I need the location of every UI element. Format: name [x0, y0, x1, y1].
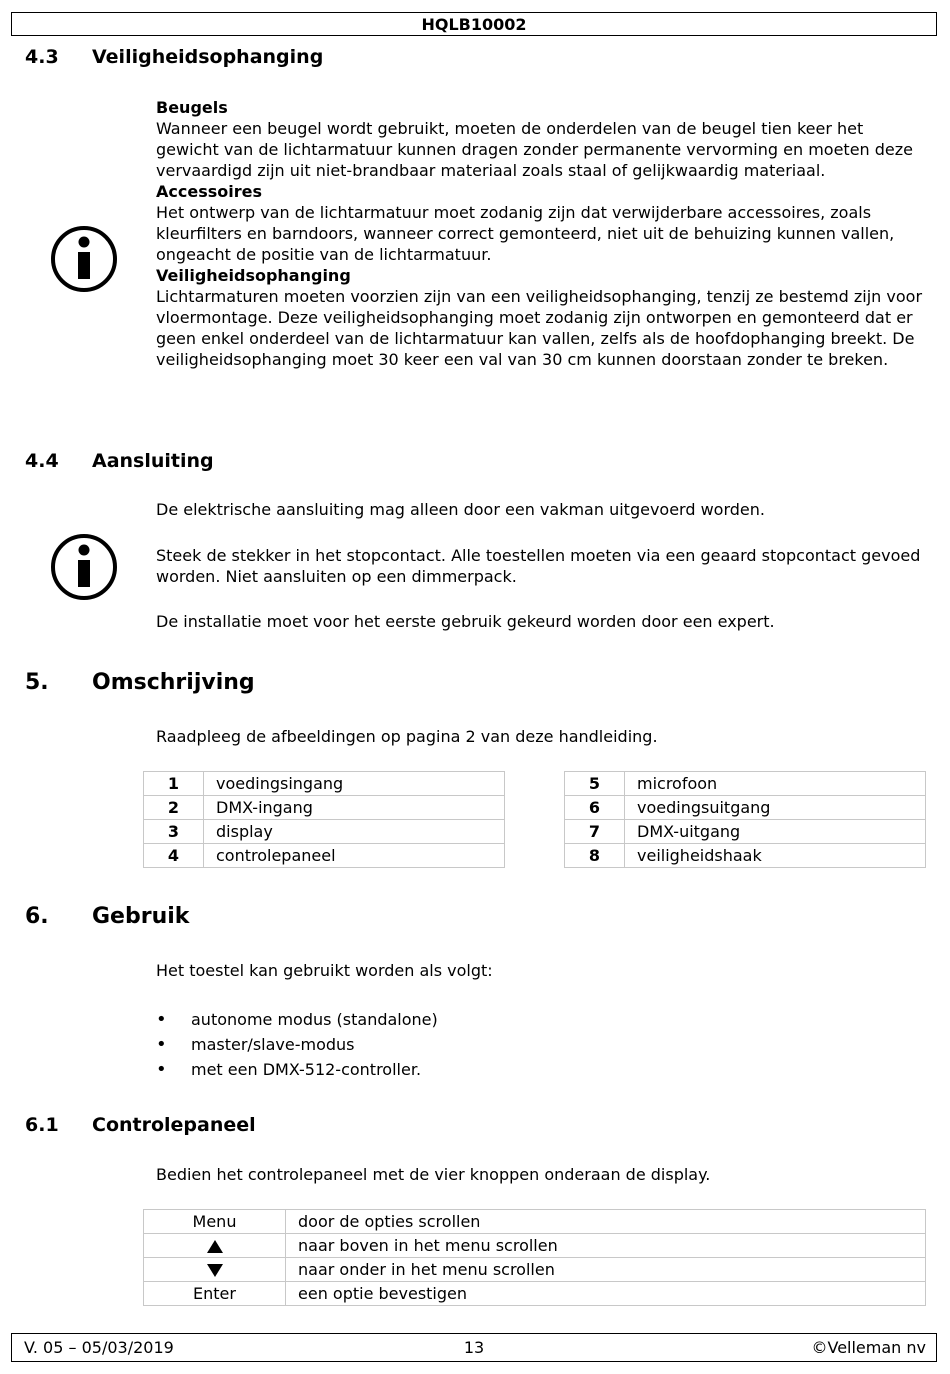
down-triangle-icon [207, 1264, 223, 1277]
version-date: V. 05 – 05/03/2019 [24, 1338, 174, 1357]
key-description: naar boven in het menu scrollen [286, 1234, 926, 1258]
bullet-icon: • [156, 1009, 167, 1030]
table-row [144, 796, 505, 820]
part-label: microfoon [625, 772, 926, 796]
list-item-text: autonome modus (standalone) [191, 1010, 438, 1029]
list-item [156, 1007, 438, 1032]
table-row [144, 820, 505, 844]
table-row [144, 1258, 926, 1282]
key-description: een optie bevestigen [286, 1282, 926, 1306]
key-description: naar onder in het menu scrollen [286, 1258, 926, 1282]
document-code: HQLB10002 [421, 15, 527, 34]
part-number: 1 [144, 772, 204, 796]
list-item-text: met een DMX-512-controller. [191, 1060, 422, 1079]
paragraph: Bedien het controlepaneel met de vier knoppen onderaan de display. [156, 1165, 711, 1184]
key-enter: Enter [144, 1282, 286, 1306]
page-number: 13 [463, 1338, 485, 1357]
paragraph: De installatie moet voor het eerste gebruik gekeurd worden door een expert. [156, 612, 775, 631]
paragraph: Lichtarmaturen moeten voorzien zijn van een veiligheidsophanging, tenzij ze bestemd zijn voor vloermontage. Deze veiligheidsophanging moet zodanig zijn ontworpen en gemonteerd dat er geen enkel onderdeel van de lichtarmatuur kan vallen, zelfs als de hoofdophanging breekt. De veiligheidsophanging moet 30 keer een val van 30 cm kunnen doorstaan zonder te breken. [156, 287, 923, 369]
section-number: 4.3 [25, 46, 59, 68]
bullet-icon: • [156, 1034, 167, 1055]
section-number: 4.4 [25, 450, 59, 472]
page-footer [11, 1333, 937, 1362]
section-title: Controlepaneel [92, 1114, 256, 1136]
subheading-accessoires: Accessoires [156, 182, 262, 201]
table-row [144, 844, 505, 868]
usage-list [156, 1007, 438, 1082]
paragraph: Het ontwerp van de lichtarmatuur moet zodanig zijn dat verwijderbare accessoires, zoals kleurfilters en barndoors, wanneer correct gemonteerd, niet uit de behuizing kunnen vallen, ongeacht de positie van de lichtarmatuur. [156, 203, 895, 264]
up-triangle-icon [207, 1240, 223, 1253]
part-number: 6 [565, 796, 625, 820]
part-number: 5 [565, 772, 625, 796]
key-description: door de opties scrollen [286, 1210, 926, 1234]
table-row [144, 1234, 926, 1258]
list-item-text: master/slave-modus [191, 1035, 355, 1054]
info-icon [49, 532, 119, 602]
table-row [144, 1210, 926, 1234]
section-title: Gebruik [92, 904, 190, 929]
table-row [565, 796, 926, 820]
part-number: 8 [565, 844, 625, 868]
part-label: DMX-ingang [204, 796, 505, 820]
paragraph: Het toestel kan gebruikt worden als volgt: [156, 961, 493, 980]
section-number: 6.1 [25, 1114, 59, 1136]
subheading-beugels: Beugels [156, 98, 228, 117]
section-title: Veiligheidsophanging [92, 46, 324, 68]
part-label: veiligheidshaak [625, 844, 926, 868]
page-header [11, 12, 937, 36]
paragraph: Steek de stekker in het stopcontact. Alle toestellen moeten via een geaard stopcontact gevoed worden. Niet aansluiten op een dimmerpack. [156, 546, 921, 586]
part-label: voedingsuitgang [625, 796, 926, 820]
table-row [565, 820, 926, 844]
info-icon [49, 224, 119, 294]
part-number: 7 [565, 820, 625, 844]
paragraph: Raadpleeg de afbeeldingen op pagina 2 van deze handleiding. [156, 727, 658, 746]
part-number: 4 [144, 844, 204, 868]
part-label: controlepaneel [204, 844, 505, 868]
part-number: 2 [144, 796, 204, 820]
table-row [144, 772, 505, 796]
paragraph: De elektrische aansluiting mag alleen door een vakman uitgevoerd worden. [156, 500, 765, 519]
bullet-icon: • [156, 1059, 167, 1080]
table-row [144, 1282, 926, 1306]
part-label: voedingsingang [204, 772, 505, 796]
control-panel-table [143, 1209, 926, 1306]
section-number: 6. [25, 904, 49, 929]
part-label: DMX-uitgang [625, 820, 926, 844]
paragraph: Wanneer een beugel wordt gebruikt, moeten de onderdelen van de beugel tien keer het gewicht van de lichtarmatuur kunnen dragen zonder permanente vervorming en moeten deze vervaardigd zijn uit niet-brandbaar materiaal zoals staal of gelijkwaardig materiaal. [156, 119, 913, 180]
parts-table-right [564, 771, 926, 868]
part-number: 3 [144, 820, 204, 844]
part-label: display [204, 820, 505, 844]
table-row [565, 844, 926, 868]
parts-table-left [143, 771, 505, 868]
section-number: 5. [25, 670, 49, 695]
table-row [565, 772, 926, 796]
key-menu: Menu [144, 1210, 286, 1234]
copyright: ©Velleman nv [811, 1338, 926, 1357]
section-title: Omschrijving [92, 670, 255, 695]
safety-text-block [156, 97, 926, 370]
list-item [156, 1032, 438, 1057]
list-item [156, 1057, 438, 1082]
section-title: Aansluiting [92, 450, 214, 472]
subheading-veiligheidsophanging: Veiligheidsophanging [156, 266, 351, 285]
